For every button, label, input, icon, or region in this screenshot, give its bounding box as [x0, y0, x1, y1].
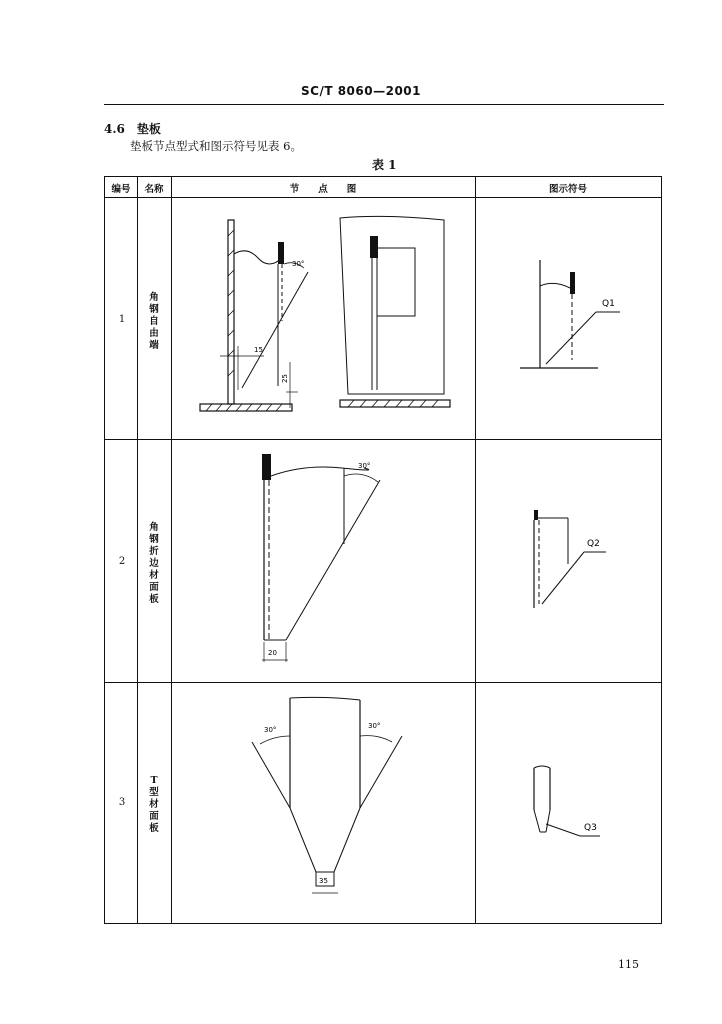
section-title: 垫板 [136, 122, 161, 136]
section-number: 4.6 [104, 122, 125, 136]
symbol-q1-drawing [484, 230, 664, 430]
joint-diagram-3 [226, 690, 426, 910]
dim-25: 25 [281, 374, 289, 383]
joint-diagram-2 [244, 446, 444, 666]
col-divider [475, 177, 476, 923]
section-intro: 垫板节点型式和图示符号见表 6。 [130, 139, 302, 153]
row-number: 3 [118, 797, 126, 808]
dim-angle-2: 30° [358, 462, 371, 470]
dim-angle-3-right: 30° [368, 722, 381, 730]
symbol-label-q3: Q3 [584, 823, 597, 833]
col-header-number: 编号 [111, 184, 131, 195]
col-divider [137, 177, 138, 923]
row-number: 1 [118, 314, 126, 325]
row-name: 角钢自由端 [149, 292, 159, 351]
symbol-q3-drawing [484, 740, 664, 940]
symbol-q2-drawing [484, 470, 664, 670]
dim-20: 20 [268, 649, 277, 657]
row-divider [105, 439, 661, 440]
row-name: T型材面板 [149, 775, 159, 834]
section-heading [104, 120, 173, 137]
dim-15: 15 [254, 346, 263, 354]
row-name: 角钢折边材面板 [149, 522, 159, 605]
symbol-label-q2: Q2 [587, 539, 600, 549]
symbol-label-q1: Q1 [602, 299, 615, 309]
dim-35: 35 [319, 877, 328, 885]
page-header: SC/T 8060—2001 [301, 84, 421, 98]
dim-angle-3-left: 30° [264, 726, 277, 734]
row-divider [105, 682, 661, 683]
page-number: 115 [618, 958, 639, 971]
dim-angle-1: 30° [292, 260, 305, 268]
table-caption: 表 1 [372, 158, 397, 172]
header-rule [104, 104, 664, 105]
joint-diagram-1 [172, 196, 472, 436]
row-number: 2 [118, 556, 126, 567]
col-header-joint-diagram: 节 点 图 [289, 184, 357, 195]
col-header-name: 名称 [144, 184, 164, 195]
col-header-symbol: 图示符号 [548, 184, 587, 195]
